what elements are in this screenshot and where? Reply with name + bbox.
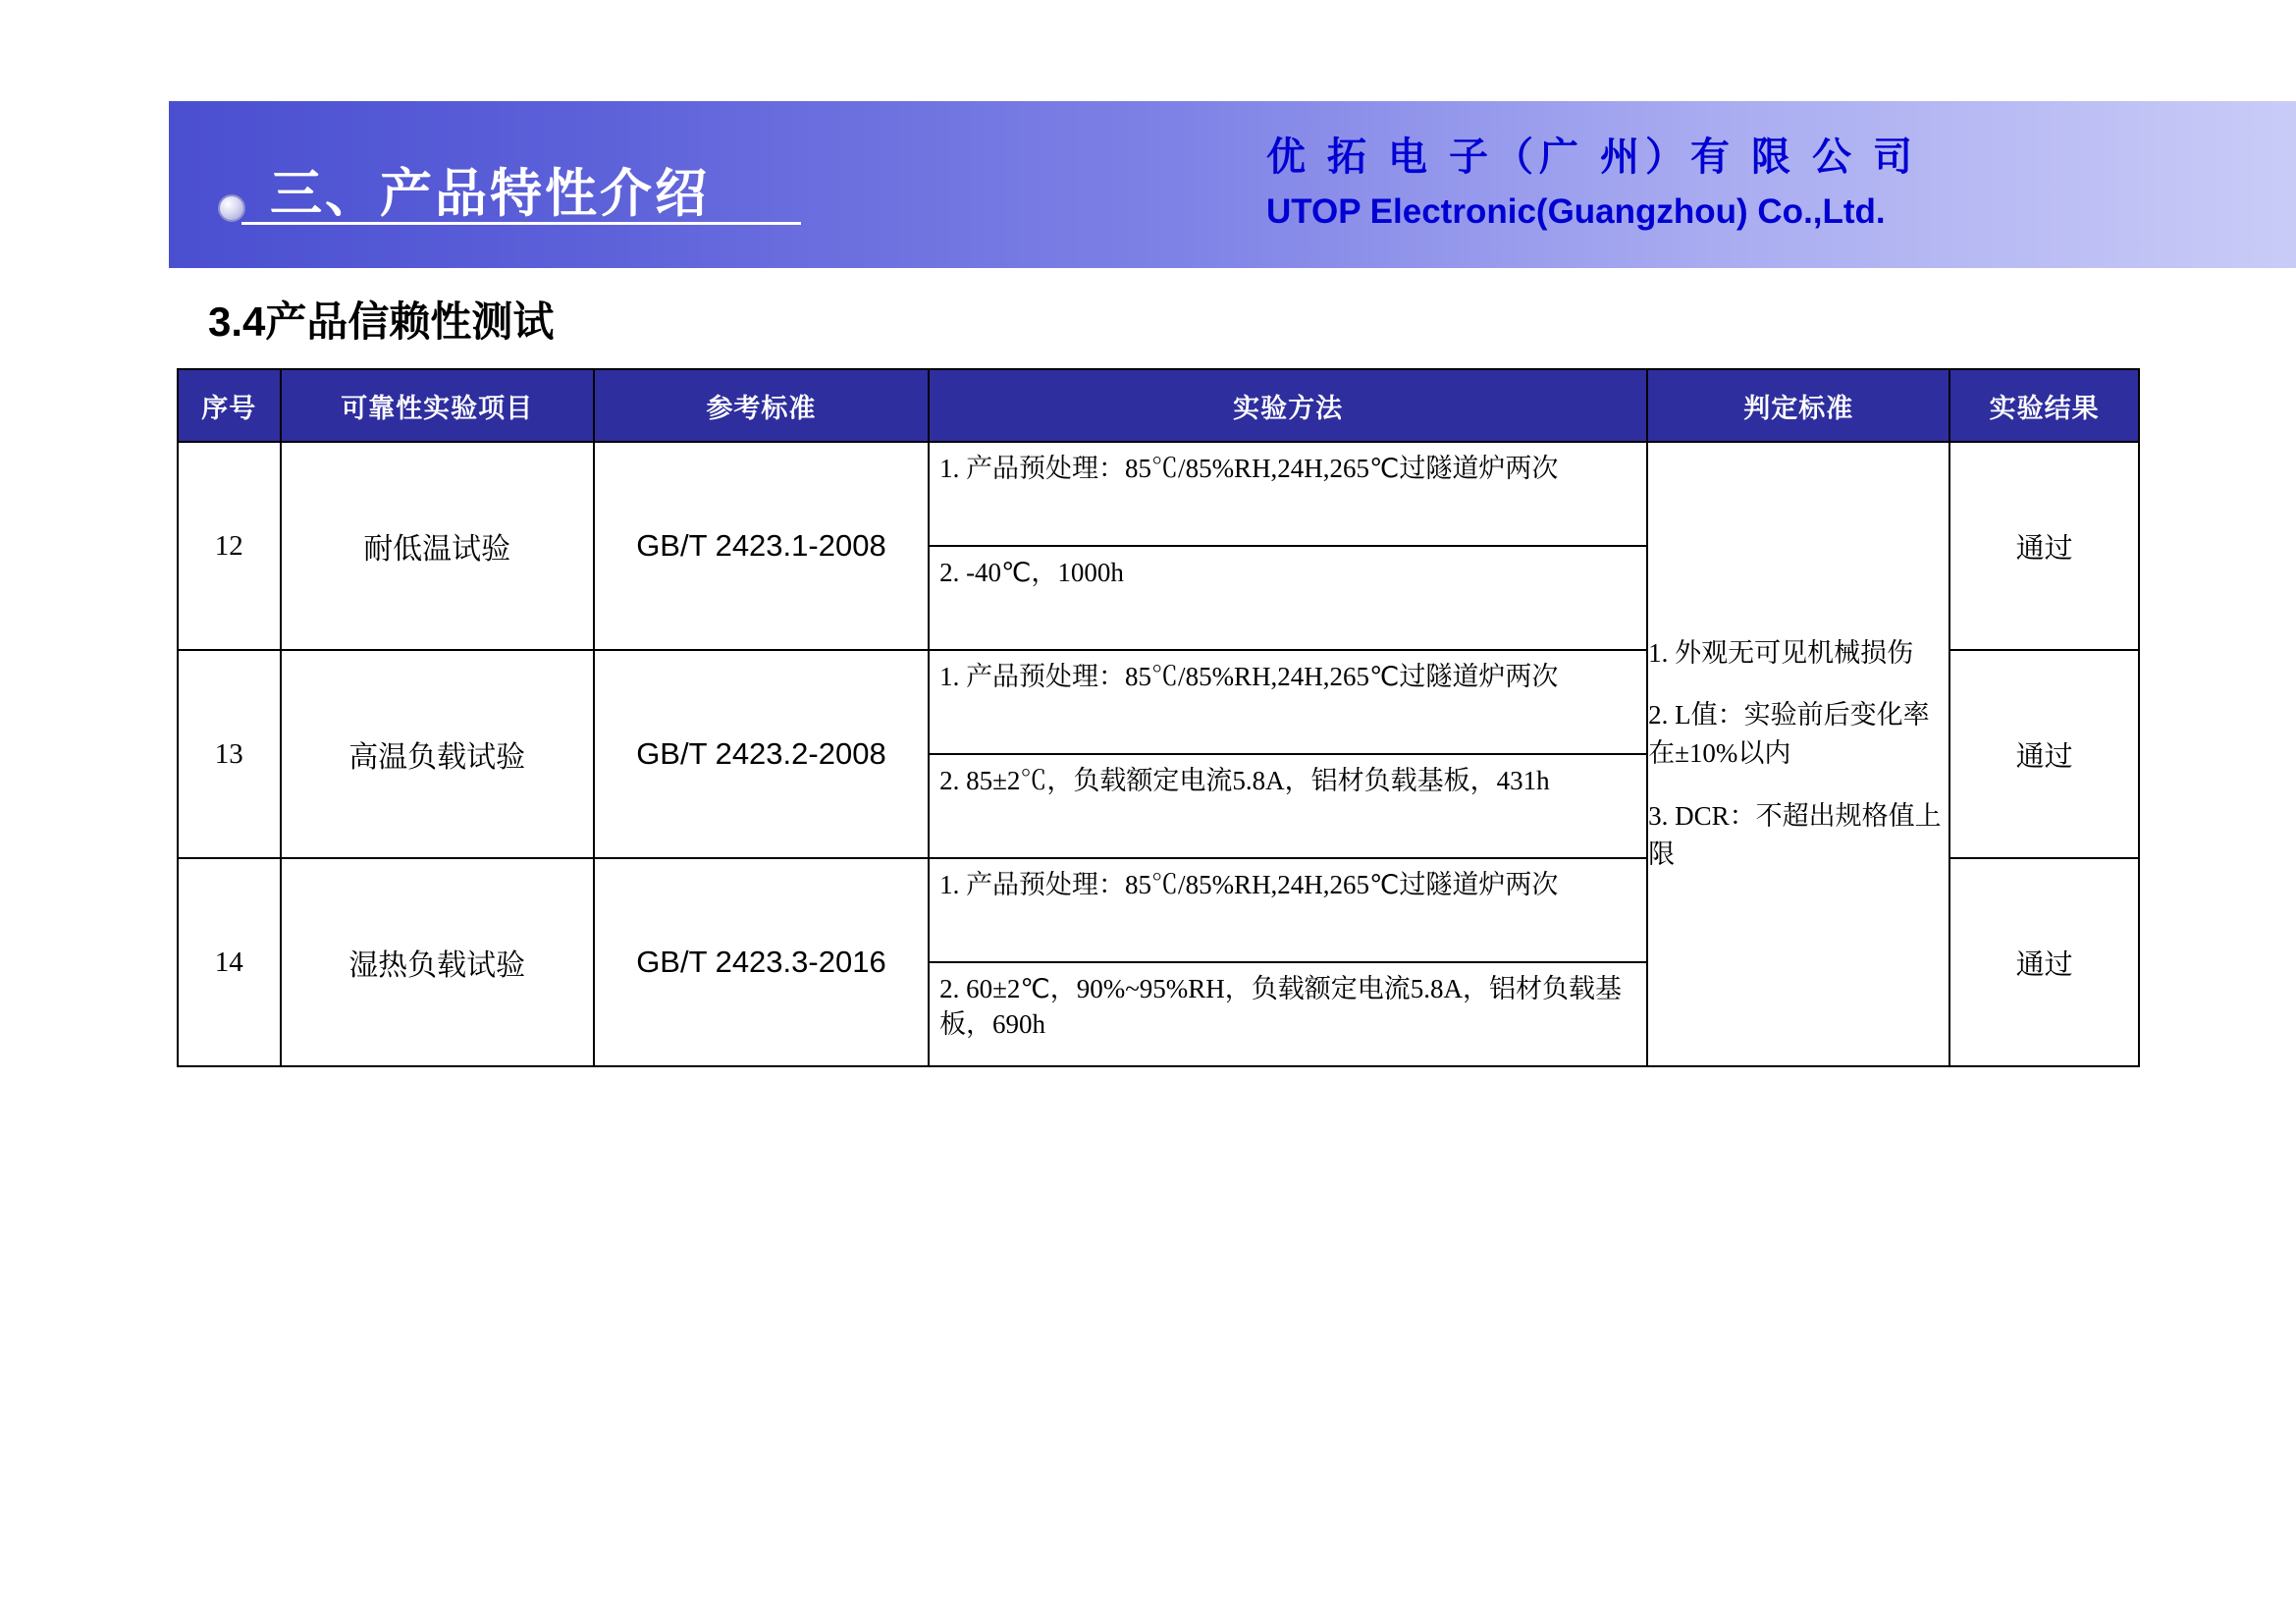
judgement-line-2: 2. L值：实验前后变化率在±10%以内 (1648, 700, 1930, 769)
method-step-1: 1. 产品预处理：85℃/85%RH,24H,265℃过隧道炉两次 (930, 443, 1646, 546)
method-step-2: 2. -40℃，1000h (939, 558, 1124, 587)
cell-standard: GB/T 2423.1-2008 (594, 442, 929, 650)
table-header-row (178, 369, 2139, 442)
cell-result: 通过 (1949, 650, 2139, 858)
cell-method (929, 650, 1647, 858)
method-step-1: 1. 产品预处理：85℃/85%RH,24H,265℃过隧道炉两次 (930, 859, 1646, 962)
page-title: 三、产品特性介绍 (270, 166, 710, 223)
cell-item: 湿热负载试验 (281, 858, 594, 1066)
cell-result: 通过 (1949, 442, 2139, 650)
column-header-result: 实验结果 (1949, 369, 2139, 442)
table-row (178, 442, 2139, 650)
column-header-no: 序号 (178, 369, 281, 442)
cell-no: 14 (178, 858, 281, 1066)
method-step-1: 1. 产品预处理：85℃/85%RH,24H,265℃过隧道炉两次 (930, 651, 1646, 754)
judgement-line-3: 3. DCR：不超出规格值上限 (1648, 800, 1942, 869)
company-name-en: UTOP Electronic(Guangzhou) Co.,Ltd. (1266, 192, 1886, 231)
method-step-2: 2. 85±2℃，负载额定电流5.8A，铝材负载基板，431h (939, 766, 1550, 795)
cell-result: 通过 (1949, 858, 2139, 1066)
section-title: 3.4产品信赖性测试 (208, 298, 555, 345)
cell-method (929, 442, 1647, 650)
cell-standard: GB/T 2423.3-2016 (594, 858, 929, 1066)
company-name-cn: 优 拓 电 子（广 州）有 限 公 司 (1266, 135, 1918, 179)
cell-no: 12 (178, 442, 281, 650)
cell-item: 高温负载试验 (281, 650, 594, 858)
column-header-standard: 参考标准 (594, 369, 929, 442)
cell-item: 耐低温试验 (281, 442, 594, 650)
cell-method (929, 858, 1647, 1066)
method-step-2: 2. 60±2℃，90%~95%RH，负载额定电流5.8A，铝材负载基板，690h (939, 974, 1623, 1040)
cell-judgement (1647, 442, 1949, 1066)
reliability-test-table (177, 368, 2140, 1067)
column-header-judgement: 判定标准 (1647, 369, 1949, 442)
cell-no: 13 (178, 650, 281, 858)
column-header-item: 可靠性实验项目 (281, 369, 594, 442)
bullet-icon (218, 194, 245, 222)
judgement-line-1: 1. 外观无可见机械损伤 (1648, 638, 1914, 669)
cell-standard: GB/T 2423.2-2008 (594, 650, 929, 858)
column-header-method: 实验方法 (929, 369, 1647, 442)
